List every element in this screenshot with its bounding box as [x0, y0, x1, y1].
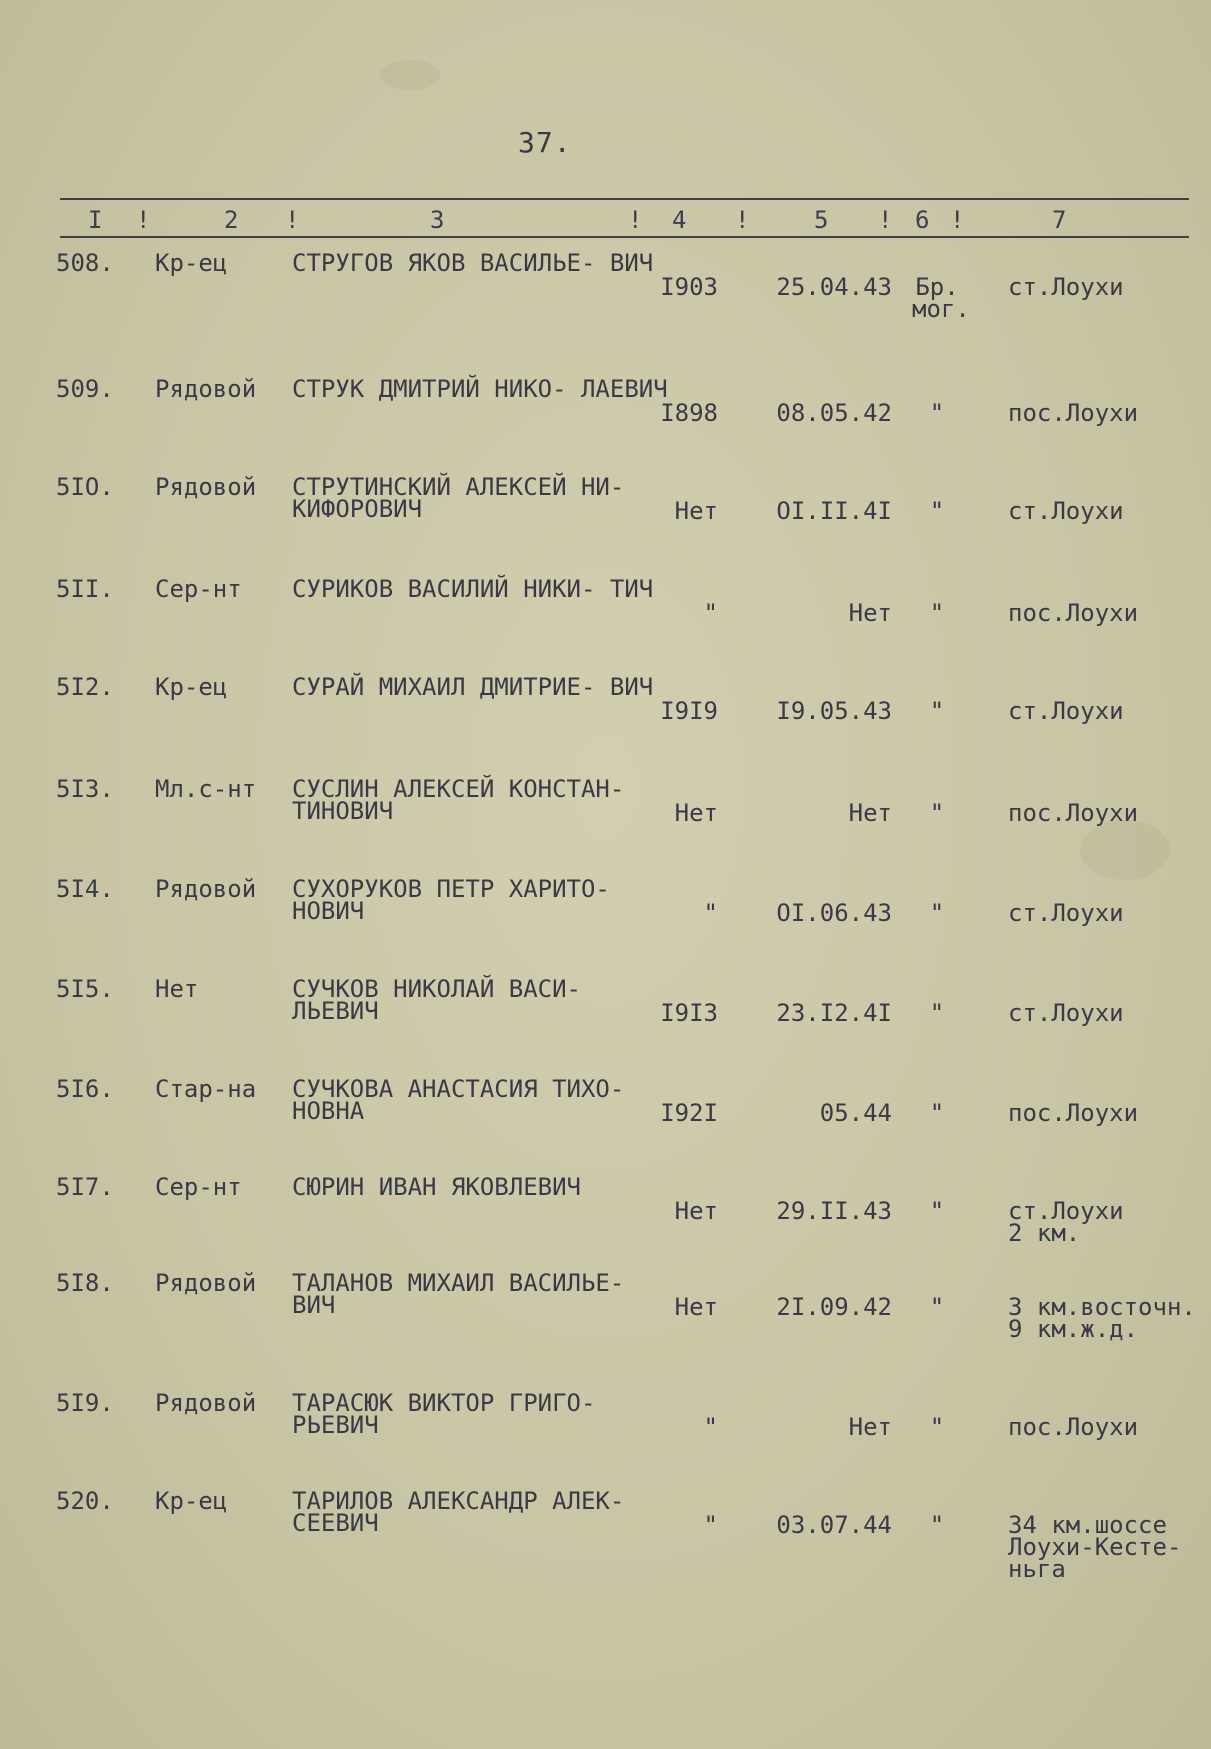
- name-cell: СУРАЙ МИХАИЛ ДМИТРИЕ- ВИЧ: [292, 673, 654, 701]
- rank-cell: Рядовой: [155, 375, 257, 403]
- burial-type-cell: ": [929, 999, 945, 1027]
- burial-place-cell: ст.Лоухи: [1008, 497, 1124, 525]
- rank-cell: Рядовой: [155, 1269, 257, 1297]
- row-number: 5IO.: [56, 473, 114, 501]
- table-row: [0, 1269, 1211, 1372]
- table-row: [0, 1173, 1211, 1276]
- burial-place-cell: ст.Лоухи: [1008, 697, 1124, 725]
- rank-cell: Рядовой: [155, 875, 257, 903]
- table-row: [0, 775, 1211, 878]
- header-separator: !: [285, 206, 300, 234]
- birth-year-cell: Нет: [674, 497, 718, 525]
- burial-type-cell: ": [929, 899, 945, 927]
- name-cell: СУСЛИН АЛЕКСЕЙ КОНСТАН- ТИНОВИЧ: [292, 775, 625, 825]
- burial-type-cell: Бр. мог.: [912, 273, 970, 323]
- birth-year-cell: I898: [660, 399, 718, 427]
- death-date-cell: Нет: [848, 599, 892, 627]
- header-separator: !: [136, 206, 151, 234]
- birth-year-cell: ": [703, 1511, 718, 1539]
- table-row: [0, 875, 1211, 978]
- name-cell: СУЧКОВА АНАСТАСИЯ ТИХО- НОВНА: [292, 1075, 625, 1125]
- name-cell: СУХОРУКОВ ПЕТР ХАРИТО- НОВИЧ: [292, 875, 610, 925]
- birth-year-cell: I9I3: [660, 999, 718, 1027]
- death-date-cell: Нет: [848, 1413, 892, 1441]
- name-cell: СТРУТИНСКИЙ АЛЕКСЕЙ НИ- КИФОРОВИЧ: [292, 473, 625, 523]
- row-number: 5I6.: [56, 1075, 114, 1103]
- death-date-cell: 29.II.43: [776, 1197, 892, 1225]
- burial-type-cell: ": [929, 697, 945, 725]
- name-cell: СЮРИН ИВАН ЯКОВЛЕВИЧ: [292, 1173, 581, 1201]
- header-bottom-rule: [60, 236, 1189, 238]
- death-date-cell: Нет: [848, 799, 892, 827]
- table-row: [0, 975, 1211, 1078]
- burial-type-cell: ": [929, 599, 945, 627]
- death-date-cell: I9.05.43: [776, 697, 892, 725]
- death-date-cell: 03.07.44: [776, 1511, 892, 1539]
- birth-year-cell: Нет: [674, 1293, 718, 1321]
- burial-place-cell: ст.Лоухи 2 км.: [1008, 1197, 1124, 1247]
- row-number: 5I9.: [56, 1389, 114, 1417]
- name-cell: СУЧКОВ НИКОЛАЙ ВАСИ- ЛЬЕВИЧ: [292, 975, 581, 1025]
- birth-year-cell: Нет: [674, 799, 718, 827]
- row-number: 508.: [56, 249, 114, 277]
- burial-place-cell: 34 км.шоссе Лоухи-Кесте- ньга: [1008, 1511, 1182, 1583]
- burial-type-cell: ": [929, 399, 945, 427]
- table-row: [0, 249, 1211, 352]
- burial-type-cell: ": [929, 1511, 945, 1539]
- name-cell: СТРУГОВ ЯКОВ ВАСИЛЬЕ- ВИЧ: [292, 249, 654, 277]
- header-cell: 7: [1052, 206, 1067, 234]
- burial-place-cell: ст.Лоухи: [1008, 999, 1124, 1027]
- rank-cell: Кр-ец: [155, 249, 228, 277]
- header-cell: 6: [915, 206, 930, 234]
- name-cell: ТАРИЛОВ АЛЕКСАНДР АЛЕК- СЕЕВИЧ: [292, 1487, 625, 1537]
- row-number: 509.: [56, 375, 114, 403]
- burial-place-cell: 3 км.восточн. 9 км.ж.д.: [1008, 1293, 1196, 1343]
- table-row: [0, 575, 1211, 678]
- row-number: 5I5.: [56, 975, 114, 1003]
- rank-cell: Сер-нт: [155, 575, 242, 603]
- death-date-cell: OI.II.4I: [776, 497, 892, 525]
- name-cell: СУРИКОВ ВАСИЛИЙ НИКИ- ТИЧ: [292, 575, 654, 603]
- name-cell: СТРУК ДМИТРИЙ НИКО- ЛАЕВИЧ: [292, 375, 668, 403]
- death-date-cell: 08.05.42: [776, 399, 892, 427]
- header-cell: 2: [224, 206, 239, 234]
- table-row: [0, 473, 1211, 576]
- rank-cell: Рядовой: [155, 473, 257, 501]
- burial-type-cell: ": [929, 1099, 945, 1127]
- row-number: 5I4.: [56, 875, 114, 903]
- rank-cell: Стар-на: [155, 1075, 257, 1103]
- burial-type-cell: ": [929, 799, 945, 827]
- birth-year-cell: I9I9: [660, 697, 718, 725]
- table-row: [0, 1487, 1211, 1590]
- death-date-cell: 25.04.43: [776, 273, 892, 301]
- birth-year-cell: I92I: [660, 1099, 718, 1127]
- burial-type-cell: ": [929, 1197, 945, 1225]
- rank-cell: Кр-ец: [155, 673, 228, 701]
- burial-type-cell: ": [929, 1293, 945, 1321]
- header-top-rule: [60, 198, 1189, 200]
- row-number: 5I7.: [56, 1173, 114, 1201]
- rank-cell: Рядовой: [155, 1389, 257, 1417]
- burial-type-cell: ": [929, 1413, 945, 1441]
- table-row: [0, 375, 1211, 478]
- name-cell: ТАЛАНОВ МИХАИЛ ВАСИЛЬЕ- ВИЧ: [292, 1269, 625, 1319]
- burial-place-cell: ст.Лоухи: [1008, 899, 1124, 927]
- birth-year-cell: ": [703, 899, 718, 927]
- burial-place-cell: ст.Лоухи: [1008, 273, 1124, 301]
- burial-place-cell: пос.Лоухи: [1008, 399, 1139, 427]
- row-number: 5I2.: [56, 673, 114, 701]
- rank-cell: Мл.с-нт: [155, 775, 257, 803]
- birth-year-cell: ": [703, 1413, 718, 1441]
- header-cell: 4: [672, 206, 687, 234]
- row-number: 5I3.: [56, 775, 114, 803]
- header-separator: !: [735, 206, 750, 234]
- table-row: [0, 673, 1211, 776]
- death-date-cell: OI.06.43: [776, 899, 892, 927]
- header-cell: I: [88, 206, 103, 234]
- header-cell: 5: [814, 206, 829, 234]
- burial-place-cell: пос.Лоухи: [1008, 799, 1139, 827]
- birth-year-cell: I903: [660, 273, 718, 301]
- burial-type-cell: ": [929, 497, 945, 525]
- row-number: 5II.: [56, 575, 114, 603]
- row-number: 5I8.: [56, 1269, 114, 1297]
- burial-place-cell: пос.Лоухи: [1008, 599, 1139, 627]
- row-number: 520.: [56, 1487, 114, 1515]
- header-separator: !: [628, 206, 643, 234]
- header-separator: !: [878, 206, 893, 234]
- burial-place-cell: пос.Лоухи: [1008, 1413, 1139, 1441]
- table-row: [0, 1389, 1211, 1492]
- death-date-cell: 05.44: [819, 1099, 892, 1127]
- header-cell: 3: [430, 206, 445, 234]
- death-date-cell: 23.I2.4I: [776, 999, 892, 1027]
- header-separator: !: [950, 206, 965, 234]
- name-cell: ТАРАСЮК ВИКТОР ГРИГО- РЬЕВИЧ: [292, 1389, 596, 1439]
- death-date-cell: 2I.09.42: [776, 1293, 892, 1321]
- paper-stain: [380, 60, 440, 90]
- burial-place-cell: пос.Лоухи: [1008, 1099, 1139, 1127]
- birth-year-cell: ": [703, 599, 718, 627]
- rank-cell: Кр-ец: [155, 1487, 228, 1515]
- rank-cell: Сер-нт: [155, 1173, 242, 1201]
- table-row: [0, 1075, 1211, 1178]
- page-number: 37.: [518, 126, 572, 159]
- rank-cell: Нет: [155, 975, 199, 1003]
- birth-year-cell: Нет: [674, 1197, 718, 1225]
